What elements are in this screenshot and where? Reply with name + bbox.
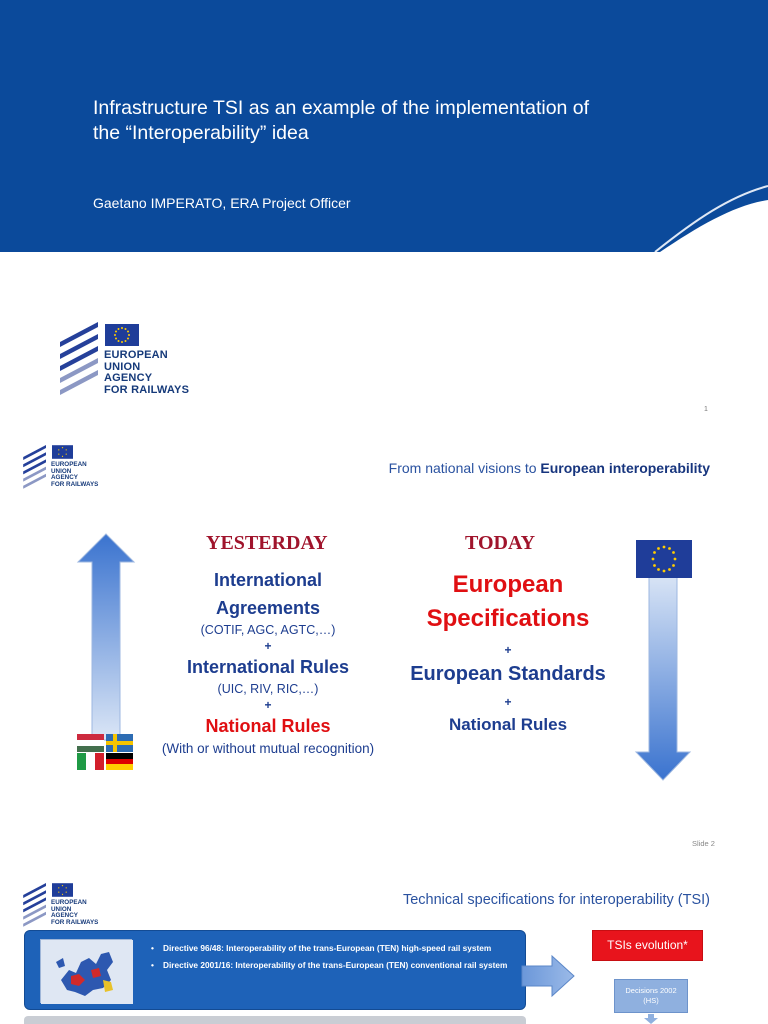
arrow-right-icon: [520, 954, 576, 998]
agency-line-2: UNION: [51, 467, 72, 475]
eu-flag-icon: [636, 540, 692, 578]
mutual-recognition-note: (With or without mutual recognition): [161, 741, 375, 756]
title-line-2: the “Interoperability” idea: [93, 122, 309, 144]
agency-line-1: EUROPEAN: [51, 899, 87, 906]
intl-agreements-line2: Agreements: [215, 598, 321, 618]
eu-flag-icon: [105, 324, 139, 346]
yesterday-heading: YESTERDAY: [206, 532, 328, 554]
tsi-slide: [0, 866, 768, 1024]
plus-sign: +: [264, 639, 272, 653]
italy-flag-icon: [77, 753, 104, 770]
decision-line-2: (HS): [643, 996, 659, 1005]
next-panel-bar: [24, 1016, 526, 1024]
list-item: • Directive 96/48: Interoperability of the trans-European (TEN) high-speed rail system: [151, 943, 519, 954]
plus-sign: +: [504, 643, 512, 657]
slide-heading: [389, 460, 710, 476]
directives-list: [151, 943, 519, 976]
slide-number: Slide 2: [692, 839, 715, 848]
agency-line-4: FOR RAILWAYS: [104, 383, 190, 396]
hungary-flag-icon: [77, 734, 104, 752]
intl-agreements-detail: (COTIF, AGC, AGTC,…): [200, 623, 336, 637]
tsi-evolution-box: TSIs evolution*: [592, 930, 703, 961]
agency-logo: [58, 322, 218, 402]
european-specs-line1: European: [452, 571, 564, 598]
agency-name-small: [51, 462, 98, 488]
agency-line-4: FOR RAILWAYS: [51, 918, 99, 926]
national-flags-icon: [77, 734, 133, 770]
agency-line-1: EUROPEAN: [104, 349, 168, 361]
heading-bold: European interoperability: [540, 460, 710, 476]
agency-line-3: AGENCY: [51, 912, 78, 920]
slide-heading: Technical specifications for interoperability (TSI): [402, 892, 710, 908]
germany-flag-icon: [106, 753, 133, 770]
agency-line-2: UNION: [51, 905, 72, 913]
arrow-down-icon: [634, 542, 692, 782]
title-slide: [0, 0, 768, 420]
agency-line-2: UNION: [104, 360, 141, 373]
agency-logo-small: [22, 882, 112, 932]
plus-sign: +: [504, 695, 512, 709]
european-standards: European Standards: [410, 663, 606, 685]
decision-box: [614, 979, 688, 1013]
europe-map-icon: [40, 939, 132, 1003]
plus-sign: +: [264, 698, 272, 712]
europe-map-graphic: [41, 940, 133, 1004]
small-arrow-down-icon: [644, 1014, 658, 1024]
agency-line-4: FOR RAILWAYS: [51, 480, 99, 488]
agency-line-3: AGENCY: [51, 474, 78, 482]
intl-rules-detail: (UIC, RIV, RIC,…): [217, 682, 319, 696]
arrow-up-icon: [76, 532, 136, 742]
european-specs-line2: Specifications: [426, 605, 590, 632]
list-item: • Directive 2001/16: Interoperability of the trans-European (TEN) conventional rail system: [151, 960, 519, 971]
agency-stripes-icon: [22, 882, 52, 932]
intl-rules: International Rules: [186, 657, 350, 677]
comparison-slide: [0, 428, 768, 850]
today-heading: TODAY: [465, 532, 536, 554]
agency-line-3: AGENCY: [104, 372, 153, 384]
eu-flag-icon: [52, 445, 73, 459]
today-column: [392, 568, 624, 738]
agency-stripes-icon: [22, 444, 52, 494]
agency-name-small: [51, 900, 98, 926]
agency-logo-small: [22, 444, 112, 494]
yesterday-column: [140, 566, 396, 758]
decision-line-1: Decisions 2002: [625, 986, 677, 995]
agency-name: [104, 350, 189, 396]
intl-agreements-line1: International: [213, 570, 322, 590]
heading-plain: From national visions to: [388, 460, 541, 476]
presentation-title: [93, 96, 733, 146]
agency-stripes-icon: [58, 322, 108, 402]
sweden-flag-icon: [106, 734, 133, 752]
title-line-1: Infrastructure TSI as an example of the implementation of: [93, 97, 590, 119]
page-number: 1: [704, 406, 708, 413]
agency-line-1: EUROPEAN: [51, 461, 87, 468]
directives-panel: [24, 930, 526, 1010]
presenter-name: Gaetano IMPERATO, ERA Project Officer: [93, 195, 351, 211]
eu-flag-icon: [52, 883, 73, 897]
national-rules-today: National Rules: [448, 715, 568, 734]
title-banner: [0, 0, 768, 252]
national-rules-yesterday: National Rules: [205, 716, 331, 736]
